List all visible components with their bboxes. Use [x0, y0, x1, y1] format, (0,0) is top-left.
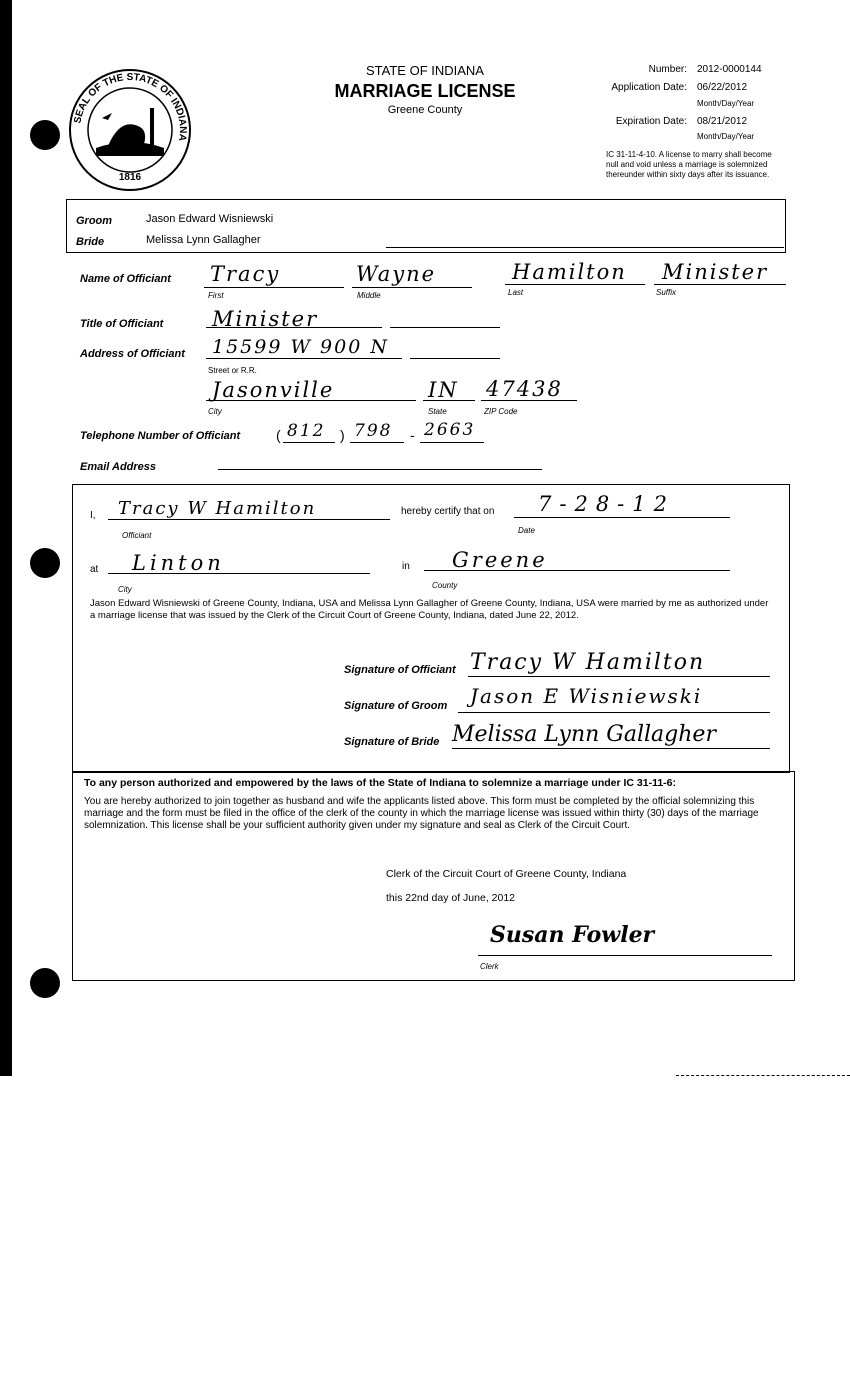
- clerk-signature: Susan Fowler: [490, 922, 655, 948]
- license-number: 2012-0000144: [697, 64, 762, 75]
- underline: [410, 358, 500, 359]
- underline: [204, 287, 344, 288]
- in-label: in: [402, 561, 410, 572]
- officiant-suffix: Minister: [662, 260, 769, 284]
- application-date: 06/22/2012: [697, 82, 748, 93]
- underline: [206, 358, 402, 359]
- underline: [481, 400, 577, 401]
- groom-signature: Jason E Wisniewski: [470, 684, 703, 708]
- authorization-heading: To any person authorized and empowered by the laws of the State of Indiana to solemnize a marriage under IC 31-11-6:: [84, 777, 677, 789]
- date-format-note: Month/Day/Year: [697, 99, 755, 108]
- at-label: at: [90, 564, 99, 575]
- expiration-date: 08/21/2012: [697, 116, 748, 127]
- officiant-last: Hamilton: [512, 260, 627, 284]
- city-label: City: [208, 407, 222, 416]
- suffix-label: Suffix: [656, 288, 677, 297]
- number-label: Number:: [648, 64, 687, 75]
- officiant-phone-label: Telephone Number of Officiant: [80, 430, 241, 442]
- solemnization-date: 7-28-12: [538, 492, 675, 516]
- seal-year: 1816: [118, 172, 142, 183]
- scan-margin: [0, 0, 12, 1076]
- expiration-label: Expiration Date:: [615, 116, 687, 127]
- officiant-signature: Tracy W Hamilton: [470, 650, 706, 675]
- certificate-officiant-signature: Tracy W Hamilton: [118, 498, 317, 519]
- underline: [352, 287, 472, 288]
- underline: [386, 247, 784, 248]
- underline: [478, 955, 772, 956]
- officiant-zip: 47438: [486, 377, 563, 401]
- underline: [420, 442, 484, 443]
- officiant-title: Minister: [212, 307, 319, 331]
- date-format-note: Month/Day/Year: [697, 132, 755, 141]
- officiant-first: Tracy: [210, 262, 281, 286]
- phone-prefix: 798: [354, 421, 393, 441]
- clerk-of-court: Clerk of the Circuit Court of Greene County, Indiana: [386, 868, 627, 880]
- binder-hole: [30, 968, 60, 998]
- underline: [206, 327, 382, 328]
- street-label: Street or R.R.: [208, 366, 257, 375]
- solemnization-county: Greene: [452, 548, 548, 572]
- officiant-address-label: Address of Officiant: [80, 348, 185, 360]
- city-label: City: [118, 585, 132, 594]
- marriage-statement: Jason Edward Wisniewski of Greene County, Indiana, USA and Melissa Lynn Gallagher of Greene County, Indiana, USA were married by me as authorized under a marriage license that was issued by the Clerk of the Circuit Court of Greene County, Indiana, dated June 22, 2012.: [90, 598, 769, 621]
- groom-label: Groom: [76, 215, 113, 227]
- underline: [423, 400, 475, 401]
- email-underline: [218, 469, 542, 470]
- officiant-label: Officiant: [122, 531, 152, 540]
- zip-label: ZIP Code: [484, 407, 518, 416]
- clerk-label: Clerk: [480, 962, 499, 971]
- state-heading: STATE OF INDIANA: [366, 63, 484, 78]
- bride-signature: Melissa Lynn Gallagher: [452, 722, 716, 747]
- underline: [452, 748, 770, 749]
- officiant-title-label: Title of Officiant: [80, 318, 164, 330]
- date-label: Date: [518, 526, 535, 535]
- binder-hole: [30, 120, 60, 150]
- phone-open-paren: (: [276, 427, 281, 443]
- underline: [206, 400, 416, 401]
- officiant-city: Jasonville: [212, 378, 335, 402]
- bride-name: Melissa Lynn Gallagher: [146, 234, 261, 246]
- application-label: Application Date:: [611, 82, 687, 93]
- officiant-name-label: Name of Officiant: [80, 273, 171, 285]
- seal-text: SEAL OF THE STATE OF INDIANA: [72, 71, 189, 142]
- phone-dash: -: [410, 427, 415, 443]
- underline: [514, 517, 730, 518]
- underline: [108, 573, 370, 574]
- sig-officiant-label: Signature of Officiant: [344, 664, 456, 676]
- state-seal-icon: [68, 68, 192, 192]
- first-label: First: [208, 291, 224, 300]
- binder-hole: [30, 548, 60, 578]
- officiant-email-label: Email Address: [80, 461, 157, 473]
- certify-text: hereby certify that on: [401, 506, 495, 517]
- i-label: I,: [90, 510, 96, 521]
- sig-groom-label: Signature of Groom: [344, 700, 448, 712]
- officiant-middle: Wayne: [356, 262, 437, 286]
- groom-name: Jason Edward Wisniewski: [146, 213, 274, 225]
- issue-day: this 22nd day of June, 2012: [386, 892, 516, 904]
- page-title: MARRIAGE LICENSE: [334, 81, 516, 101]
- statute-note: IC 31-11-4-10. A license to marry shall become null and void unless a marriage is solemnized thereunder within sixty days after its issuance.: [606, 150, 772, 179]
- underline: [390, 327, 500, 328]
- solemnization-city: Linton: [132, 551, 225, 575]
- phone-area: 812: [287, 421, 326, 441]
- underline: [458, 712, 770, 713]
- last-label: Last: [508, 288, 524, 297]
- middle-label: Middle: [357, 291, 381, 300]
- underline: [505, 284, 645, 285]
- county-heading: Greene County: [387, 104, 463, 116]
- officiant-street: 15599 W 900 N: [212, 336, 389, 358]
- underline: [108, 519, 390, 520]
- underline: [468, 676, 770, 677]
- bride-label: Bride: [76, 236, 105, 248]
- officiant-state: IN: [428, 378, 459, 402]
- scan-artifact: [676, 1075, 850, 1076]
- underline: [283, 442, 335, 443]
- underline: [350, 442, 404, 443]
- underline: [424, 570, 730, 571]
- phone-close-paren: ): [340, 427, 345, 443]
- underline: [654, 284, 786, 285]
- authorization-body: You are hereby authorized to join together as husband and wife the applicants listed above. This form must be completed by the official solemnizing this marriage and the form must be filed in the office of the clerk of the county in which the marriage license was issued within thirty (30) days of the marriage solemnization. This license shall be your sufficient authority given under my signature and seal as Clerk of the Circuit Court.: [84, 796, 759, 831]
- county-label: County: [432, 581, 458, 590]
- phone-line: 2663: [424, 420, 476, 440]
- sig-bride-label: Signature of Bride: [344, 736, 440, 748]
- state-label: State: [428, 407, 447, 416]
